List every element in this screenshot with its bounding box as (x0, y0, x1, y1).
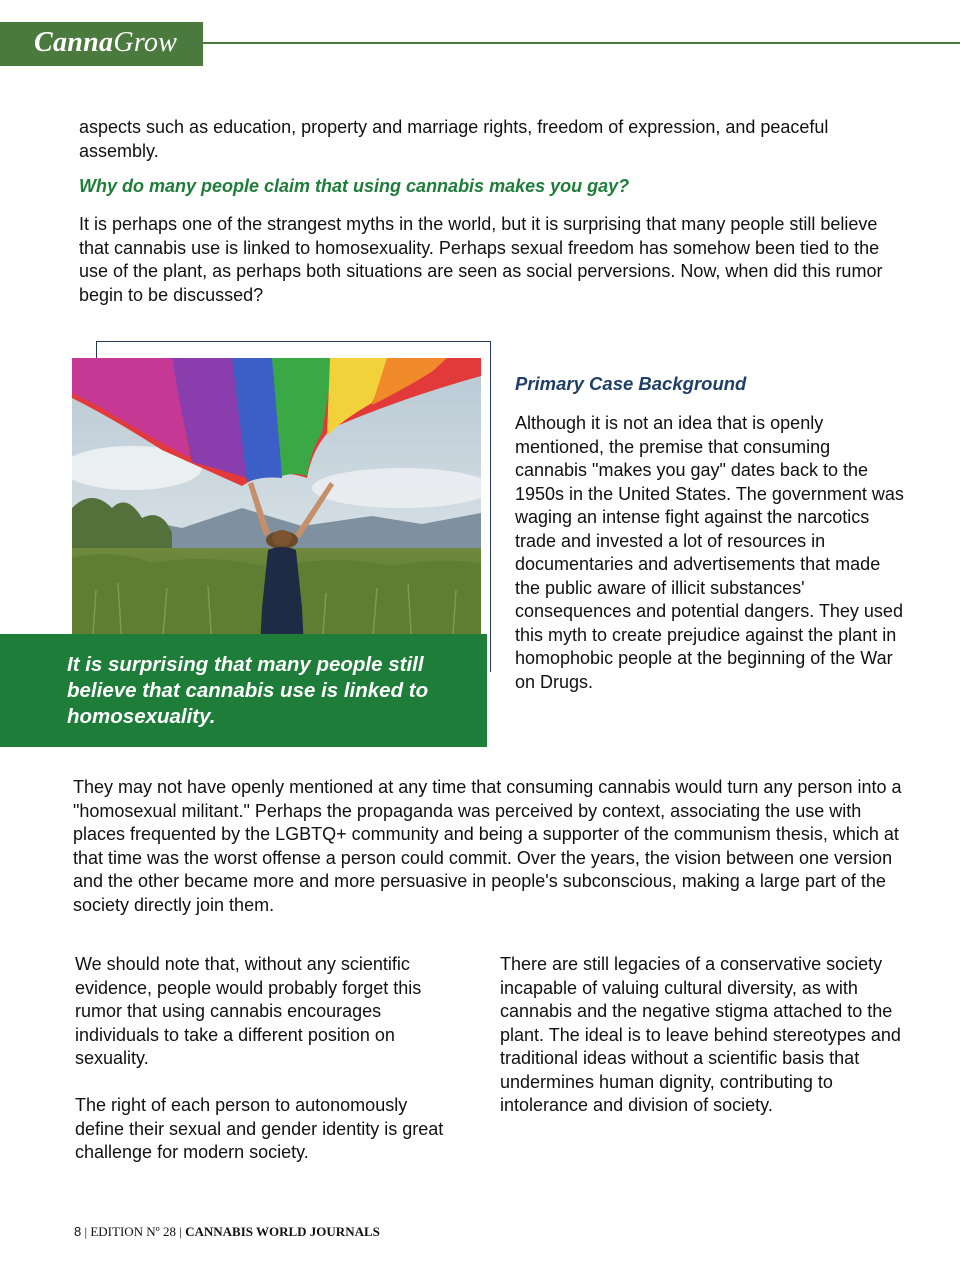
background-body: Although it is not an idea that is openly mentioned, the premise that consuming cannabis "makes you gay" dates back to the 1950s in the United States. The government was waging an intense fight against the narcotics trade and invested a lot of resources in documentaries and advertisements that made the public aware of illicit substances' consequences and potential dangers. They used this myth to create prejudice against the plant in homophobic people at the beginning of the War on Drugs. (515, 413, 904, 692)
brand-name-bold: Canna (34, 27, 114, 58)
footer-separator: | (84, 1224, 91, 1239)
right-column-paragraph: There are still legacies of a conservative society incapable of valuing cultural diversity, as with cannabis and the negative stigma attached to the plant. The ideal is to leave behind stereotypes and traditional ideas without a scientific basis that undermines human dignity, contributing to intolerance and division of society. (500, 954, 901, 1115)
question-body: It is perhaps one of the strangest myths in the world, but it is surprising that many people still believe that cannabis use is linked to homosexuality. Perhaps sexual freedom has somehow been tied to the use of the plant, as perhaps both situations are seen as social perversions. Now, when did this rumor begin to be discussed? (79, 214, 883, 305)
pull-quote-box (0, 634, 487, 747)
brand-logo (0, 22, 203, 66)
left-column-paragraph-2: The right of each person to autonomously define their sexual and gender identity is great challenge for modern society. (75, 1095, 444, 1162)
page-footer (74, 1224, 380, 1240)
header-divider (203, 42, 960, 44)
edition-label: EDITION Nº 28 (90, 1224, 176, 1239)
journal-name: CANNABIS WORLD JOURNALS (185, 1224, 380, 1239)
pull-quote: It is surprising that many people still believe that cannabis use is linked to homosexuality. (67, 653, 429, 728)
question-heading: Why do many people claim that using cannabis makes you gay? (79, 176, 630, 196)
full-paragraph: They may not have openly mentioned at any time that consuming cannabis would turn any person into a "homosexual militant." Perhaps the propaganda was perceived by context, associating the use with places frequented by the LGBTQ+ community and being a supporter of the communism thesis, which at that time was the worst offense a person could commit. Over the years, the vision between one version and the other became more and more persuasive in people's subconscious, making a large part of the society directly join them. (73, 777, 902, 915)
intro-continuation: aspects such as education, property and marriage rights, freedom of expression, and peaceful assembly. (79, 117, 829, 161)
footer-separator: | (175, 1224, 186, 1239)
rainbow-flag-photo (72, 358, 481, 648)
left-column-paragraph-1: We should note that, without any scientific evidence, people would probably forget this rumor that using cannabis encourages individuals to take a different position on sexuality. (75, 954, 422, 1068)
page-number: 8 (74, 1224, 82, 1239)
brand-name-light: Grow (113, 27, 178, 58)
background-heading: Primary Case Background (515, 373, 747, 394)
